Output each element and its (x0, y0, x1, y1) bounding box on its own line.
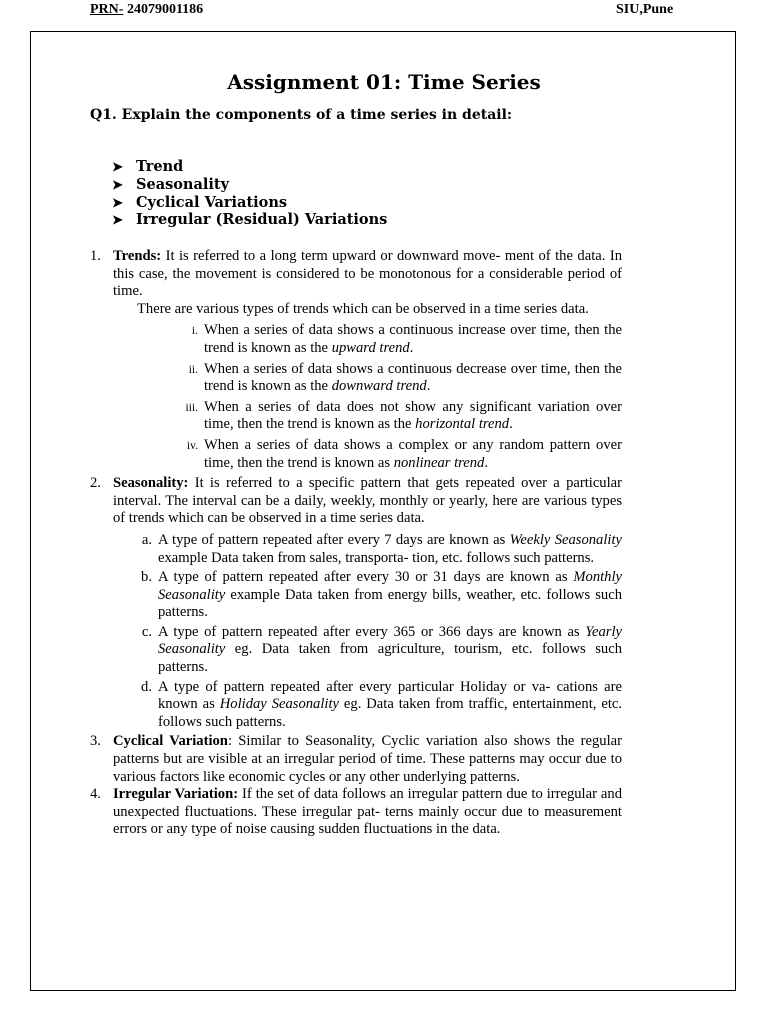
list-item: i. When a series of data shows a continuous increase over time, then the trend is known as the upward trend. (191, 322, 622, 356)
section-cyclical (90, 733, 622, 786)
arrow-bullet-icon: ➤ (112, 177, 123, 193)
list-item: ii. When a series of data shows a continuous decrease over time, then the trend is known as the downward trend. (188, 360, 622, 395)
list-item: c. A type of pattern repeated after every 365 or 366 days are known as Yearly Seasonality eg. Data taken from agriculture, tourism, etc. follows such patterns. (141, 623, 622, 676)
arrow-bullet-icon: ➤ (112, 195, 123, 211)
list-item: iv. When a series of data shows a complex or any random pattern over time, then the trend is known as nonlinear trend. (186, 436, 622, 471)
section-trends (90, 248, 622, 318)
prn-header (90, 2, 203, 18)
section-text: If the set of data follows an irregular pattern due to irregular and unexpected fluctuations. These irregular pat- terns mainly occur due to measurement errors or any type of noise causing sudden fluctuations in the data. (113, 786, 622, 838)
components-list (112, 158, 387, 229)
section-heading: Trends: (113, 248, 162, 264)
seasonality-types-list (90, 532, 622, 732)
section-text: : Similar to Seasonality, Cyclic variation also shows the regular patterns but are visible at an irregular period of time. These patterns may occur due to various factors like economic cycles or any other underlying patterns. (113, 733, 622, 785)
list-item: a. A type of pattern repeated after every 7 days are known as Weekly Seasonality example Data taken from sales, transporta- tion, etc. follows such patterns. (141, 531, 622, 566)
component-item: ➤ Irregular (Residual) Variations (112, 211, 388, 229)
question-heading: Q1. Explain the components of a time series in detail: (90, 107, 513, 123)
section-seasonality (90, 475, 622, 528)
section-number: 1. (90, 248, 101, 264)
prn-label: PRN- (90, 2, 124, 17)
section-heading: Cyclical Variation (113, 733, 228, 750)
section-irregular (90, 786, 622, 839)
trend-types-list (90, 322, 622, 472)
component-item: ➤ Cyclical Variations (112, 193, 288, 211)
list-item: iii. When a series of data does not show any significant variation over time, then the trend is known as the horizontal trend. (185, 398, 622, 433)
section-text: It is referred to a specific pattern that gets repeated over a particular interval. The interval can be a daily, weekly, monthly or yearly, here are various types of trends which can be observed in a time series data. (113, 475, 622, 527)
trends-paragraph: There are various types of trends which can be observed in a time series data. (137, 300, 589, 317)
main-content (90, 248, 622, 839)
component-item: ➤ Seasonality (112, 175, 230, 193)
section-number: 4. (90, 786, 101, 803)
arrow-bullet-icon: ➤ (112, 160, 123, 175)
section-heading: Irregular Variation: (113, 786, 239, 803)
prn-value: 24079001186 (123, 2, 204, 17)
list-item: b. A type of pattern repeated after every 30 or 31 days are known as Monthly Seasonality example Data taken from energy bills, weather, etc. follows such patterns. (141, 569, 622, 621)
section-number: 2. (90, 475, 101, 492)
arrow-bullet-icon: ➤ (112, 213, 123, 229)
section-heading: Seasonality: (113, 475, 189, 492)
list-item: d. A type of pattern repeated after every particular Holiday or va- cations are known as Holiday Seasonality eg. Data taken from traffic, entertainment, etc. follows such patterns. (141, 678, 622, 730)
section-text: It is referred to a long term upward or downward move- ment of the data. In this case, the movement is considered to be monotonous for a considerable period of time. (113, 248, 622, 300)
page-title: Assignment 01: Time Series (227, 70, 541, 94)
institute-header: SIU,Pune (616, 2, 674, 17)
component-item: ➤ Trend (112, 158, 184, 175)
section-number: 3. (90, 733, 101, 750)
